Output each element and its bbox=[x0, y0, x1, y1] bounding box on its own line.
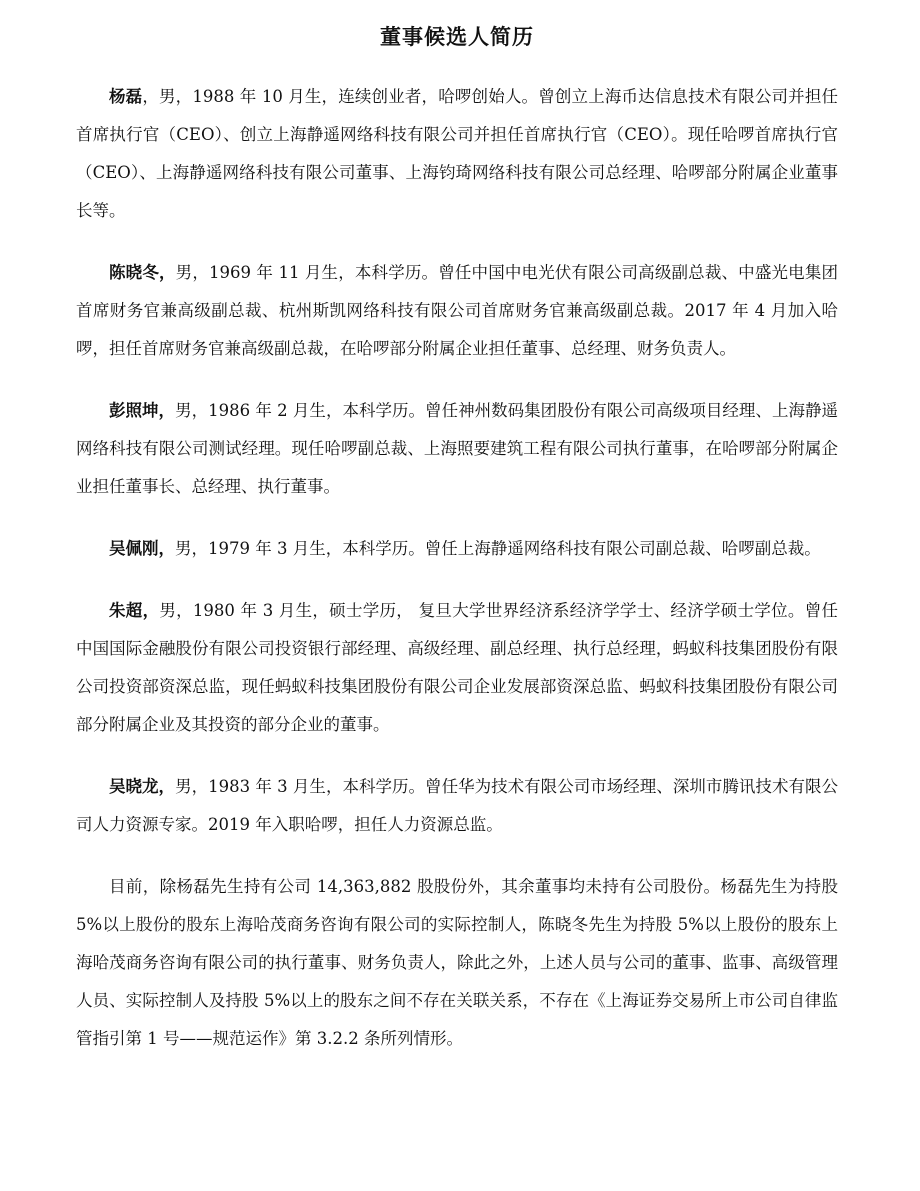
bio-name: 吴佩刚， bbox=[109, 539, 175, 558]
bio-paragraph-wu-peigang bbox=[76, 530, 838, 568]
bio-name: 吴晓龙， bbox=[109, 777, 176, 796]
bio-text: 男，1979 年 3 月生，本科学历。曾任上海静遥网络科技有限公司副总裁、哈啰副总裁。 bbox=[175, 539, 821, 558]
bio-text: ，男，1988 年 10 月生，连续创业者，哈啰创始人。曾创立上海币达信息技术有限公司并担任首席执行官（CEO）、创立上海静遥网络科技有限公司并担任首席执行官（CEO）。现任哈啰首席执行官（CEO）、上海静遥网络科技有限公司董事、上海钧琦网络科技有限公司总经理、哈啰部分附属企业董事长等。 bbox=[76, 87, 839, 220]
bio-name: 陈晓冬， bbox=[109, 263, 176, 282]
bio-text: 男，1980 年 3 月生，硕士学历， 复旦大学世界经济系经济学学士、经济学硕士学位。曾任中国国际金融股份有限公司投资银行部经理、高级经理、副总经理、执行总经理，蚂蚁科技集团股份有限公司投资部资深总监，现任蚂蚁科技集团股份有限公司企业发展部资深总监、蚂蚁科技集团股份有限公司部分附属企业及其投资的部分企业的董事。 bbox=[76, 601, 838, 734]
bio-paragraph-chen-xiaodong bbox=[76, 254, 838, 368]
bio-text: 男，1986 年 2 月生，本科学历。曾任神州数码集团股份有限公司高级项目经理、上海静遥网络科技有限公司测试经理。现任哈啰副总裁、上海照要建筑工程有限公司执行董事，在哈啰部分附属企业担任董事长、总经理、执行董事。 bbox=[76, 401, 838, 496]
closing-paragraph: 目前，除杨磊先生持有公司 14,363,882 股股份外，其余董事均未持有公司股份。杨磊先生为持股 5%以上股份的股东上海哈茂商务咨询有限公司的实际控制人，陈晓冬先生为持股 5%以上股份的股东上海哈茂商务咨询有限公司的执行董事、财务负责人，除此之外，上述人员与公司的董事、监事、高级管理人员、实际控制人及持股 5%以上的股东之间不存在关联关系，不存在《上海证券交易所上市公司自律监管指引第 1 号——规范运作》第 3.2.2 条所列情形。 bbox=[76, 877, 838, 1048]
bio-paragraph-zhu-chao bbox=[76, 592, 838, 744]
bio-name: 杨磊 bbox=[109, 87, 143, 106]
bio-text: 男，1983 年 3 月生，本科学历。曾任华为技术有限公司市场经理、深圳市腾讯技术有限公司人力资源专家。2019 年入职哈啰，担任人力资源总监。 bbox=[76, 777, 838, 834]
bio-name: 朱超， bbox=[109, 601, 160, 620]
bio-text: 男，1969 年 11 月生，本科学历。曾任中国中电光伏有限公司高级副总裁、中盛光电集团首席财务官兼高级副总裁、杭州斯凯网络科技有限公司首席财务官兼高级副总裁。2017 年 4 月加入哈啰，担任首席财务官兼高级副总裁，在哈啰部分附属企业担任董事、总经理、财务负责人。 bbox=[76, 263, 838, 358]
bio-paragraph-wu-xiaolong bbox=[76, 768, 838, 844]
bio-paragraph-peng-zhaokun bbox=[76, 392, 838, 506]
bio-name: 彭照坤， bbox=[109, 401, 176, 420]
page-title: 董事候选人简历 bbox=[380, 24, 534, 49]
bio-paragraph-yang-lei bbox=[76, 78, 838, 230]
